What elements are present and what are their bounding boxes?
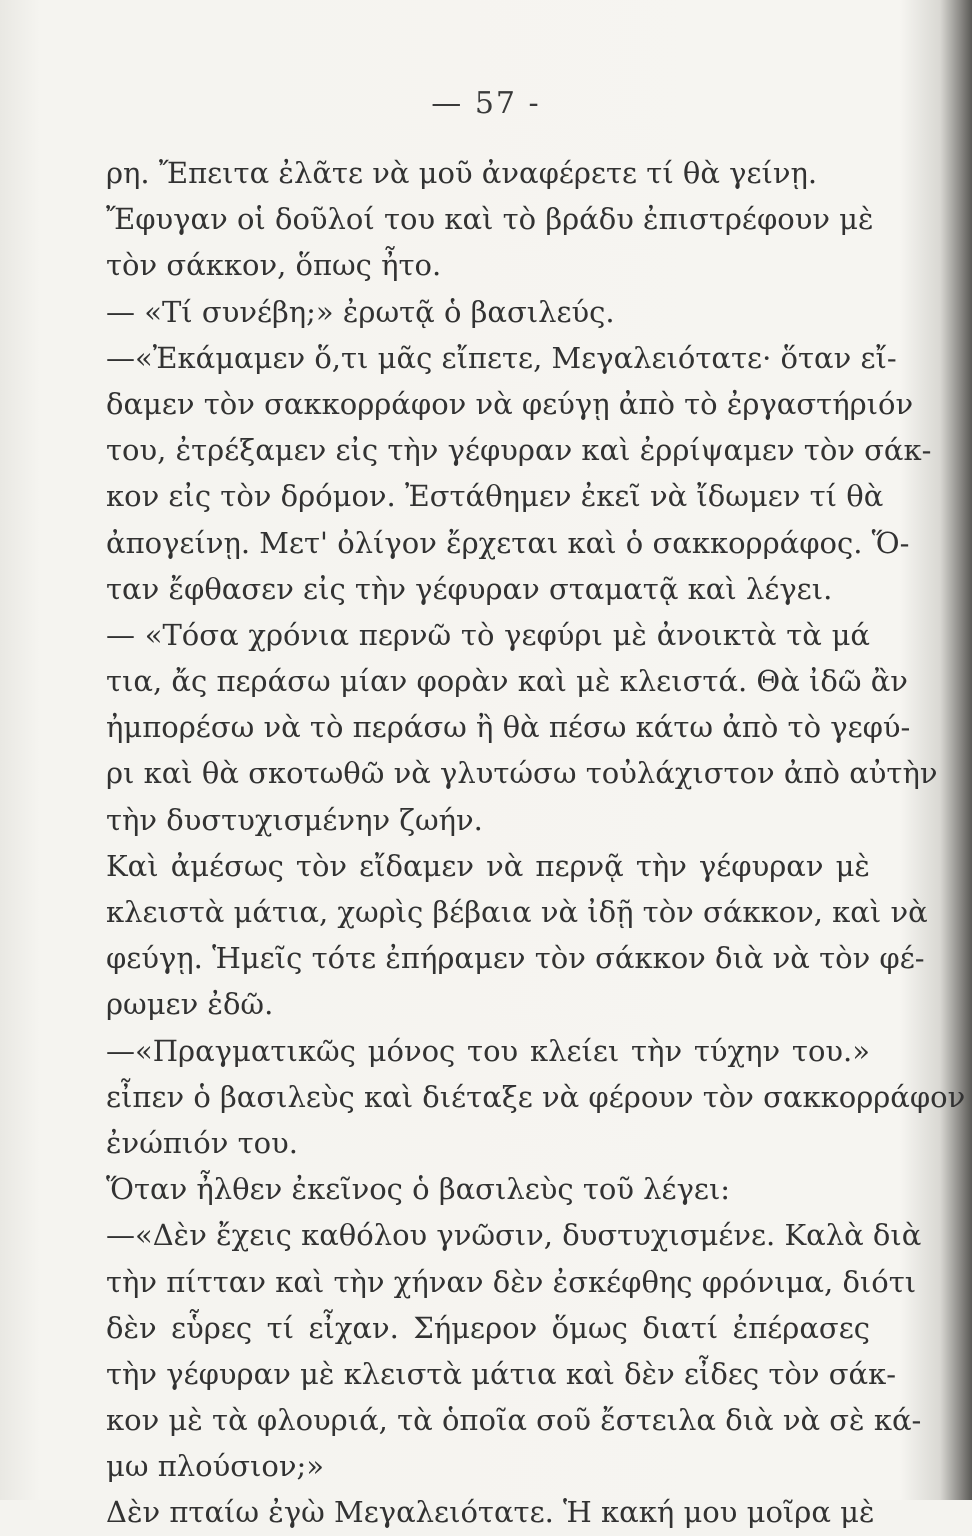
text-line: κλειστὰ μάτια, χωρὶς βέβαια νὰ ἰδῇ τὸν σάκκον, καὶ νὰ — [106, 895, 928, 929]
text-line: κον μὲ τὰ φλουριά, τὰ ὁποῖα σοῦ ἔστειλα διὰ νὰ σὲ κά- — [106, 1403, 922, 1438]
text-line: ἐνώπιόν του. — [106, 1125, 298, 1160]
text-line: —«Ἐκάμαμεν ὅ,τι μᾶς εἴπετε, Μεγαλειότατε· ὅταν εἴ- — [106, 340, 897, 375]
text-line: του, ἐτρέξαμεν εἰς τὴν γέφυραν καὶ ἐρρίψαμεν τὸν σάκ- — [106, 433, 932, 468]
text-line: ἠμπορέσω νὰ τὸ περάσω ἢ θὰ πέσω κάτω ἀπὸ τὸ γεφύ- — [106, 710, 911, 745]
text-line: — «Τί συνέβη;» ἐρωτᾷ ὁ βασιλεύς. — [106, 294, 615, 329]
text-line: δαμεν τὸν σακκορράφον νὰ φεύγῃ ἀπὸ τὸ ἐργαστήριόν — [106, 386, 914, 421]
text-line: φεύγῃ. Ἡμεῖς τότε ἐπήραμεν τὸν σάκκον διὰ νὰ τὸν φέ- — [106, 941, 925, 976]
text-line: ρωμεν ἐδῶ. — [106, 987, 274, 1022]
text-line: ρη. Ἔπειτα ἐλᾶτε νὰ μοῦ ἀναφέρετε τί θὰ γείνῃ. — [106, 156, 818, 190]
text-line: —«Δὲν ἔχεις καθόλου γνῶσιν, δυστυχισμένε. Καλὰ διὰ — [106, 1218, 922, 1253]
body-text — [106, 150, 966, 1536]
text-line: Ἔφυγαν οἱ δοῦλοί του καὶ τὸ βράδυ ἐπιστρέφουν μὲ — [106, 202, 874, 237]
text-line: — «Τόσα χρόνια περνῶ τὸ γεφύρι μὲ ἀνοικτὰ τὰ μά — [106, 617, 870, 652]
text-line: Ὅταν ἦλθεν ἐκεῖνος ὁ βασιλεὺς τοῦ λέγει: — [106, 1172, 731, 1207]
text-line: μω πλούσιον;» — [106, 1449, 325, 1484]
text-line: ρι καὶ θὰ σκοτωθῶ νὰ γλυτώσω τοὐλάχιστον ἀπὸ αὐτὴν — [106, 756, 938, 791]
text-line: Καὶ ἀμέσως τὸν εἴδαμεν νὰ περνᾷ τὴν γέφυραν μὲ — [106, 848, 870, 883]
text-line: δὲν εὗρες τί εἶχαν. Σήμερον ὅμως διατί ἐπέρασες — [106, 1310, 870, 1345]
text-line: Δὲν πταίω ἐγὼ Μεγαλειότατε. Ἡ κακή μου μοῖρα μὲ — [106, 1495, 875, 1530]
text-line: εἶπεν ὁ βασιλεὺς καὶ διέταξε νὰ φέρουν τὸν σακκορράφον — [106, 1079, 966, 1114]
text-line: τὴν δυστυχισμένην ζωήν. — [106, 802, 483, 837]
text-line: κον εἰς τὸν δρόμον. Ἐστάθημεν ἐκεῖ νὰ ἴδωμεν τί θὰ — [106, 479, 884, 514]
text-line: τὸν σάκκον, ὅπως ἦτο. — [106, 248, 442, 283]
page-number: — 57 - — [431, 86, 541, 121]
text-line: τὴν γέφυραν μὲ κλειστὰ μάτια καὶ δὲν εἶδες τὸν σάκ- — [106, 1356, 897, 1391]
text-line: τὴν πίτταν καὶ τὴν χήναν δὲν ἐσκέφθης φρόνιμα, διότι — [106, 1264, 917, 1299]
text-line: ταν ἔφθασεν εἰς τὴν γέφυραν σταματᾷ καὶ λέγει. — [106, 571, 833, 606]
text-line: τια, ἄς περάσω μίαν φορὰν καὶ μὲ κλειστά. Θὰ ἰδῶ ἂν — [106, 664, 908, 699]
text-line: —«Πραγματικῶς μόνος του κλείει τὴν τύχην του.» — [106, 1033, 870, 1068]
text-line: ἀπογείνῃ. Μετ' ὀλίγον ἔρχεται καὶ ὁ σακκορράφος. Ὅ- — [106, 525, 910, 560]
